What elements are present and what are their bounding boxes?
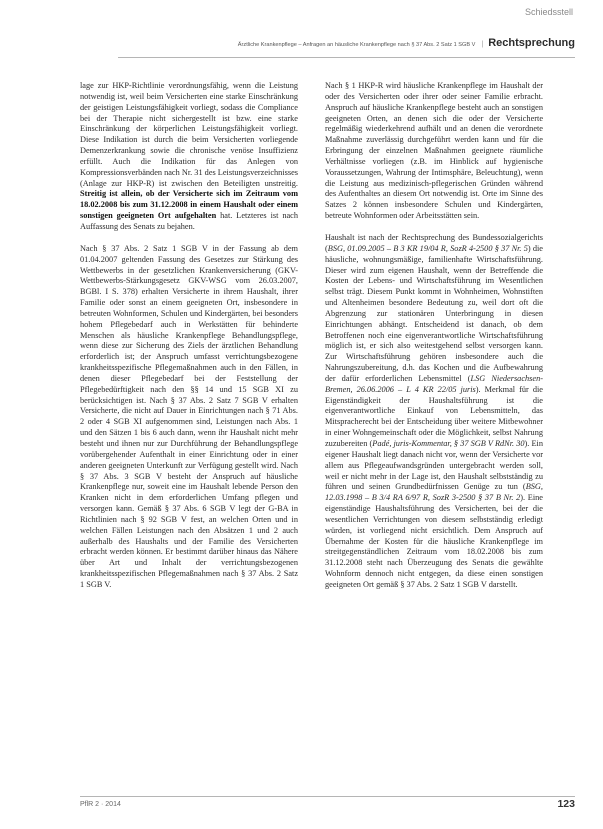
header-rule	[118, 57, 575, 58]
left-column	[80, 81, 298, 602]
emphasis-bold: Streitig ist allein, ob der Versicherte sich im Zeitraum vom 18.02.2008 bis zum 31.12.2008 in einem Haushalt oder einem sonstigen geeigneten Ort aufgehalten	[80, 189, 298, 221]
citation: BSG, 12.03.1998 – B 3/4 RA 6/97 R, SozR 3-2500 § 37 B Nr. 2	[325, 482, 543, 503]
text-run: Nach § 1 HKP-R wird häusliche Krankenpflege im Haushalt der oder des Versicherten oder ihrer oder seiner Familie erbracht. Anspruch auf häusliche Krankenpflege besteht auch an sonstigen geeigneten Orten, an denen sich die oder der Versicherte regelmäßig wiederkehrend aufhält und an denen die verordnete Maßnahme zuverlässig durchgeführt werden kann und für die Erbringung der einzelnen Maßnahmen geeignete räumliche Verhältnisse vorliegen (z.B. im Hinblick auf hygienische Voraussetzungen, Wahrung der Intimsphäre, Beleuchtung), wenn die Leistung aus medizinisch-pflegerischen Gründen während des Aufenthaltes an diesem Ort notwendig ist. Orte im Sinne des Satzes 2 können insbesondere Schulen und Kindergärten, betreute Wohnformen oder Arbeitsstätten sein.	[325, 81, 543, 221]
citation: LSG Niedersachsen-Bremen, 26.06.2006 – L 4 KR 22/05 juris	[325, 373, 543, 394]
footer-rule	[80, 796, 575, 797]
journal-issue: PflR 2 · 2014	[80, 801, 121, 808]
text-run: Nach § 37 Abs. 2 Satz 1 SGB V in der Fassung ab dem 01.04.2007 geltenden Fassung des Gesetzes zur Stärkung des Wettbewerbs in der gesetzlichen Krankenversicherung (GKV-Wettbewerbs-Stärkungsgesetz GKV-WSG vom 26.03.2007, BGBl. I S. 378) erhalten Versicherte in ihrem Haushalt, ihrer Familie oder sonst an einem geeigneten Ort, insbesondere in betreuten Wohnformen, Schulen und Kindergärten, bei besonders hohem Pflegebedarf auch in Werkstätten für behinderte Menschen als häusliche Krankenpflege Behandlungspflege, wenn diese zur Sicherung des Ziels der ärztlichen Behandlung erforderlich ist; der Anspruch umfasst verrichtungsbezogene krankheitsspezifische Pflegemaßnahmen auch in den Fällen, in denen dieser Pflegebedarf bei der Feststellung der Pflegebedürftigkeit nach den §§ 14 und 15 SGB XI zu berücksichtigen ist. Nach § 37 Abs. 2 Satz 7 SGB V erhalten Versicherte, die nicht auf Dauer in Einrichtungen nach § 71 Abs. 2 oder 4 SGB XI aufgenommen sind, Leistungen nach Abs. 1 und den Sätzen 1 bis 6 auch dann, wenn ihr Haushalt nicht mehr besteht und ihnen nur zur Durchführung der Behandlungspflege vorübergehender Aufenthalt in einer Einrichtung oder in einer anderen geeigneten Unterkunft zur Verfügung gestellt wird. Nach § 37 Abs. 3 SGB V besteht der Anspruch auf häusliche Krankenpflege nur, soweit eine im Haushalt lebende Person den Kranken nicht in dem erforderlichen Umfang pflegen und versorgen kann. Gemäß § 37 Abs. 6 SGB V legt der G-BA in Richtlinien nach § 92 SGB V fest, an welchen Orten und in welchen Fällen Leistungen nach den Absätzen 1 und 2 auch außerhalb des Haushalts und der Familie des Versicherten erbracht werden können. Er bestimmt darüber hinaus das Nähere über Art und Inhalt der verrichtungsbezogenen krankheitsspezifischen Pflegemaßnahmen nach § 37 Abs. 2 Satz 1 SGB V.	[80, 243, 298, 589]
text-run: lage zur HKP-Richtlinie verordnungsfähig, wenn die Leistung notwendig ist, weil beim Versicherten eine starke Einschränkung der geistigen Leistungsfähigkeit vorliegt, sodass die Compliance bei der Therapie nicht sichergestellt ist bzw. eine starke Einschränkung der körperlichen Leistungsfähigkeit vorliegt. Diese Indikation ist durch die beim Versicherten vorliegende Demenzerkrankung sowie die chronische venöse Insuffizienz erfüllt. Auch die Indikation für das Anlegen von Kompressionsverbänden nach Nr. 31 des Leistungsverzeichnisses (Anlage zur HKP-R) ist zwischen den Beteiligten unstreitig.	[80, 81, 298, 188]
section-tag: Schiedsstell	[524, 7, 573, 17]
running-head: Ärztliche Krankenpflege – Anfragen an häusliche Krankenpflege nach § 37 Abs. 2 Satz 1 SGB V	[237, 42, 476, 48]
citation: BSG, 01.09.2005 – B 3 KR 19/04 R, SozR 4-2500 § 37 Nr. 5	[327, 243, 528, 253]
paragraph	[80, 81, 298, 233]
paragraph	[325, 233, 543, 591]
page-header	[118, 37, 575, 53]
rubric-title: Rechtsprechung	[488, 37, 575, 49]
page-number: 123	[557, 798, 575, 810]
text-run: ). Merkmal für die Eigenständigkeit der Haushaltsführung ist die eigenverantwortliche Einkauf von Lebensmitteln, das Mitspracherecht bei der Entscheidung über weitere Mitbewohner in einer Wohngemeinschaft oder die Möglichkeit, selbst Nahrung zuzubereiten (	[325, 384, 543, 448]
right-column	[325, 81, 543, 602]
citation: Padé, juris-Kommentar, § 37 SGB V RdNr. 30	[372, 439, 525, 448]
text-run: ). Ein eigener Haushalt liegt danach nicht vor, wenn der Versicherte vor allem aus Pflegeaufwandsgründen untergebracht werden soll, weil er nicht mehr in der Lage ist, den Haushalt selbstständig zu führen und seinen Grundbedürfnissen Genüge zu tun (	[325, 439, 543, 492]
text-run: hat. Letzteres ist nach Auffassung des Senats zu bejahen.	[80, 211, 298, 231]
header-separator: |	[481, 41, 484, 48]
paragraph	[80, 244, 298, 591]
text-run: ) die häusliche, wohnungsmäßige, familienhafte Wirtschaftsführung. Dieser wird zum eigenen Haushalt, wenn der Betreffende die Kosten der Lebens- und Wirtschaftsführung im Wesentlichen selbst trägt. Diesem Punkt kommt in Wohnheimen, Wohnstiften und Altenheimen besondere Bedeutung zu, weil dort oft die Abgrenzung zur stationären Unterbringung in diesen Einrichtungen abhängt. Entscheidend ist danach, ob dem Betroffenen noch eine eigenverantwortliche Wirtschaftsführung möglich ist, er sich also weitestgehend selbst versorgen kann. Zur Wirtschaftsführung gehören insbesondere auch die Nahrungszubereitung, d.h. das Kochen und die Aufbewahrung der dafür erforderlichen Lebensmittel (	[325, 243, 543, 383]
text-run: ). Eine eigenständige Haushaltsführung des Versicherten, bei der die wesentlichen Verrichtungen von diesem selbstständig erledigt würden, ist vorliegend nicht ersichtlich. Dem Anspruch auf Übernahme der Kosten für die häusliche Krankenpflege im streitgegenständlichen Zeitraum vom 18.02.2008 bis zum 31.12.2008 steht nach Überzeugung des Senats die gewählte Wohnform dennoch nicht entgegen, da diese einen sonstigen geeigneten Ort gemäß § 37 Abs. 2 Satz 1 SGB V darstellt.	[325, 493, 543, 589]
paragraph	[325, 81, 543, 222]
text-run: Haushalt ist nach der Rechtsprechung des Bundessozialgerichts (	[325, 232, 543, 253]
